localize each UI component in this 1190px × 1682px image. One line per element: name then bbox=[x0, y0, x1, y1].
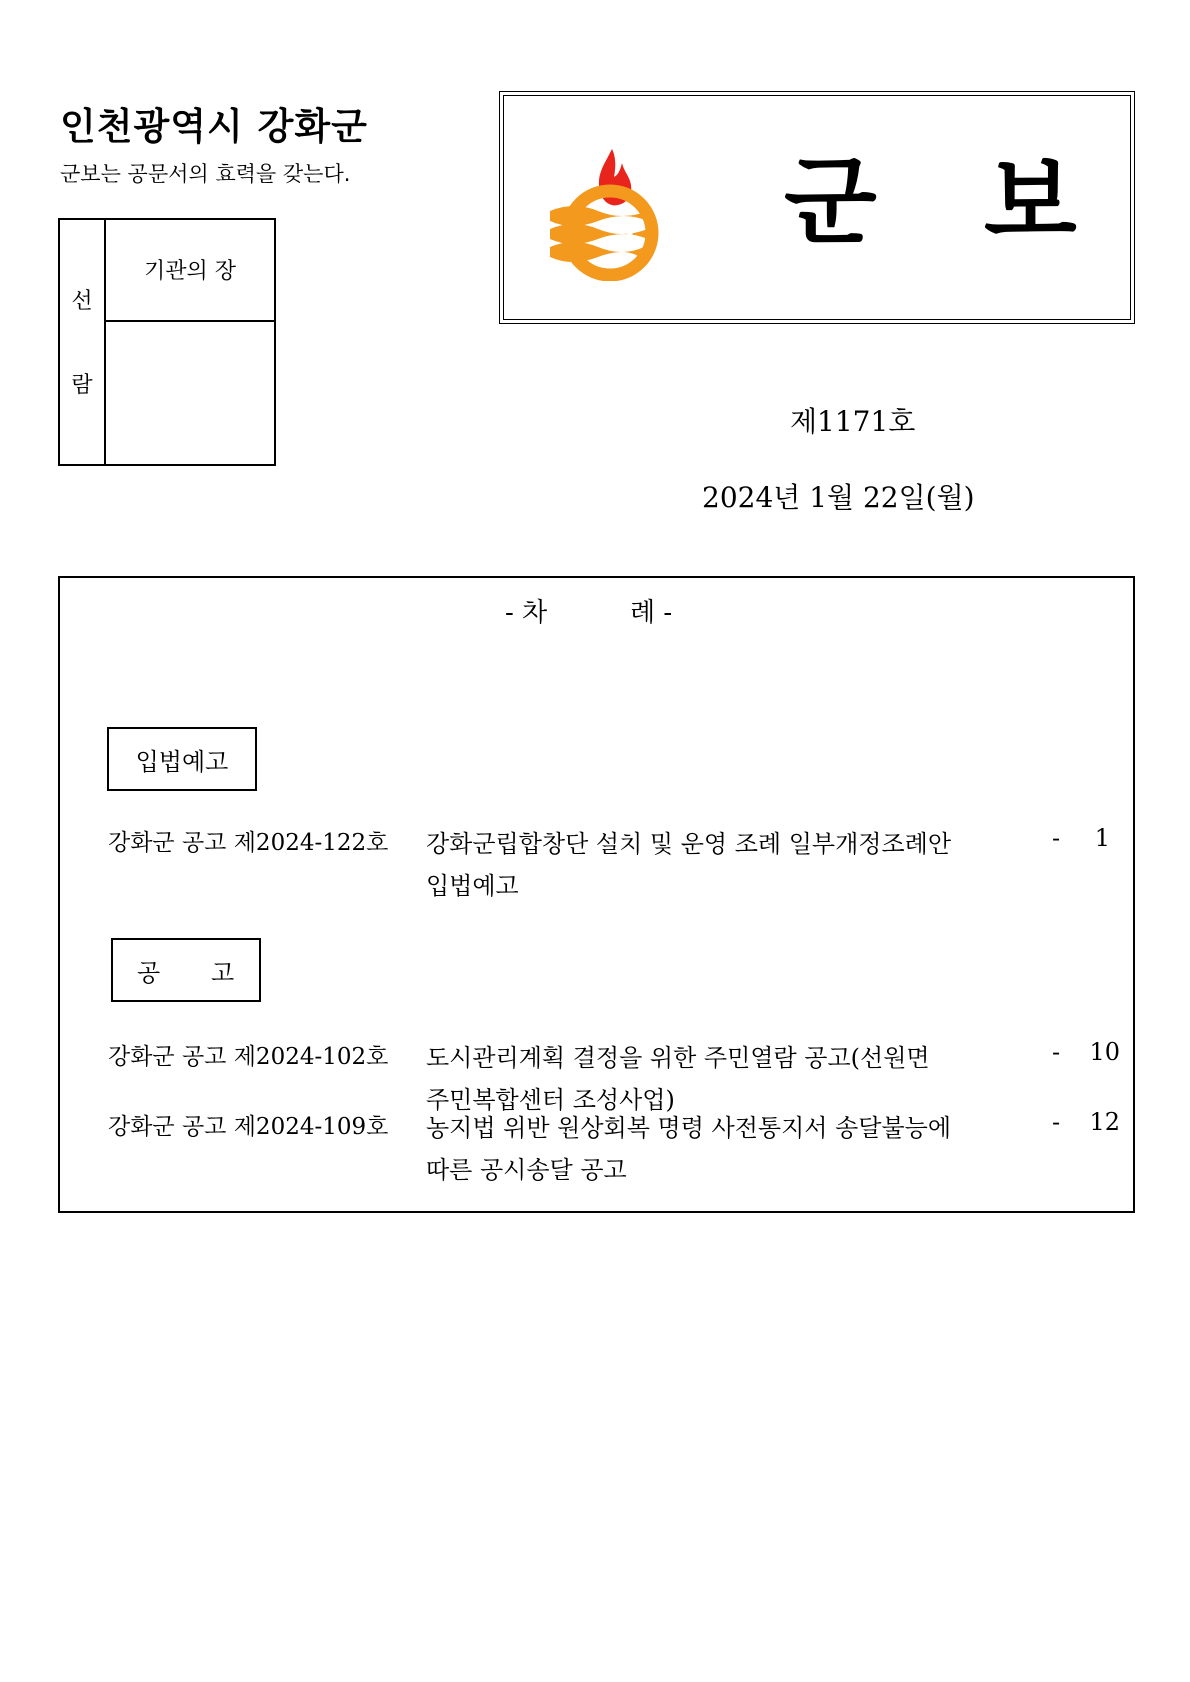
circulation-side-label-1: 선 bbox=[71, 289, 93, 314]
toc-entry-number: 강화군 공고 제2024-109호 bbox=[108, 1114, 389, 1140]
toc-entry-leader: - bbox=[1052, 1038, 1061, 1066]
toc-entry-page: 10 bbox=[1089, 1038, 1120, 1066]
section-heading-label: 입법예고 bbox=[135, 747, 229, 776]
toc-entry-title-line-1: 강화군립합창단 설치 및 운영 조례 일부개정조례안 bbox=[426, 830, 952, 858]
circulation-side-column bbox=[60, 220, 106, 464]
toc-title-left: - 차 bbox=[505, 598, 548, 628]
circulation-side-label-2: 람 bbox=[71, 373, 93, 398]
gangwha-county-emblem-icon bbox=[544, 141, 670, 281]
toc-entry-title-line-2: 입법예고 bbox=[426, 872, 519, 900]
circulation-box bbox=[58, 218, 276, 466]
issue-number: 제1171호 bbox=[790, 405, 916, 438]
toc-entry-number: 강화군 공고 제2024-122호 bbox=[108, 830, 389, 856]
toc-entry-title-line-2: 따른 공시송달 공고 bbox=[426, 1156, 627, 1184]
masthead-inner-frame bbox=[503, 95, 1131, 320]
toc-entry-page: 1 bbox=[1094, 824, 1110, 852]
masthead-title-char-1: 군 bbox=[784, 146, 877, 258]
org-name: 인천광역시 강화군 bbox=[60, 105, 368, 148]
masthead bbox=[499, 91, 1135, 324]
toc-entry-title-line-1: 도시관리계획 결정을 위한 주민열람 공고(선원면 bbox=[426, 1044, 930, 1072]
table-of-contents bbox=[58, 576, 1135, 1213]
toc-entry-page: 12 bbox=[1089, 1108, 1120, 1136]
toc-entry-title-line-2: 주민복합센터 조성사업) bbox=[426, 1086, 675, 1114]
section-heading-label-right: 고 bbox=[211, 958, 235, 987]
toc-entry-leader: - bbox=[1052, 1108, 1061, 1136]
bulletin-subtitle: 군보는 공문서의 효력을 갖는다. bbox=[60, 162, 351, 186]
circulation-signature-area bbox=[106, 322, 274, 464]
toc-entry-number: 강화군 공고 제2024-102호 bbox=[108, 1044, 389, 1070]
toc-title-right: 례 - bbox=[630, 598, 673, 628]
toc-entry-leader: - bbox=[1052, 824, 1061, 852]
masthead-title-char-2: 보 bbox=[984, 146, 1077, 258]
toc-entry-title-line-1: 농지법 위반 원상회복 명령 사전통지서 송달불능에 bbox=[426, 1114, 952, 1142]
section-heading-legislative-notice bbox=[107, 727, 257, 791]
issue-date: 2024년 1월 22일(월) bbox=[702, 481, 975, 514]
section-heading-label-left: 공 bbox=[137, 958, 161, 987]
circulation-head-label: 기관의 장 bbox=[106, 220, 274, 322]
section-heading-public-notice bbox=[111, 938, 261, 1002]
